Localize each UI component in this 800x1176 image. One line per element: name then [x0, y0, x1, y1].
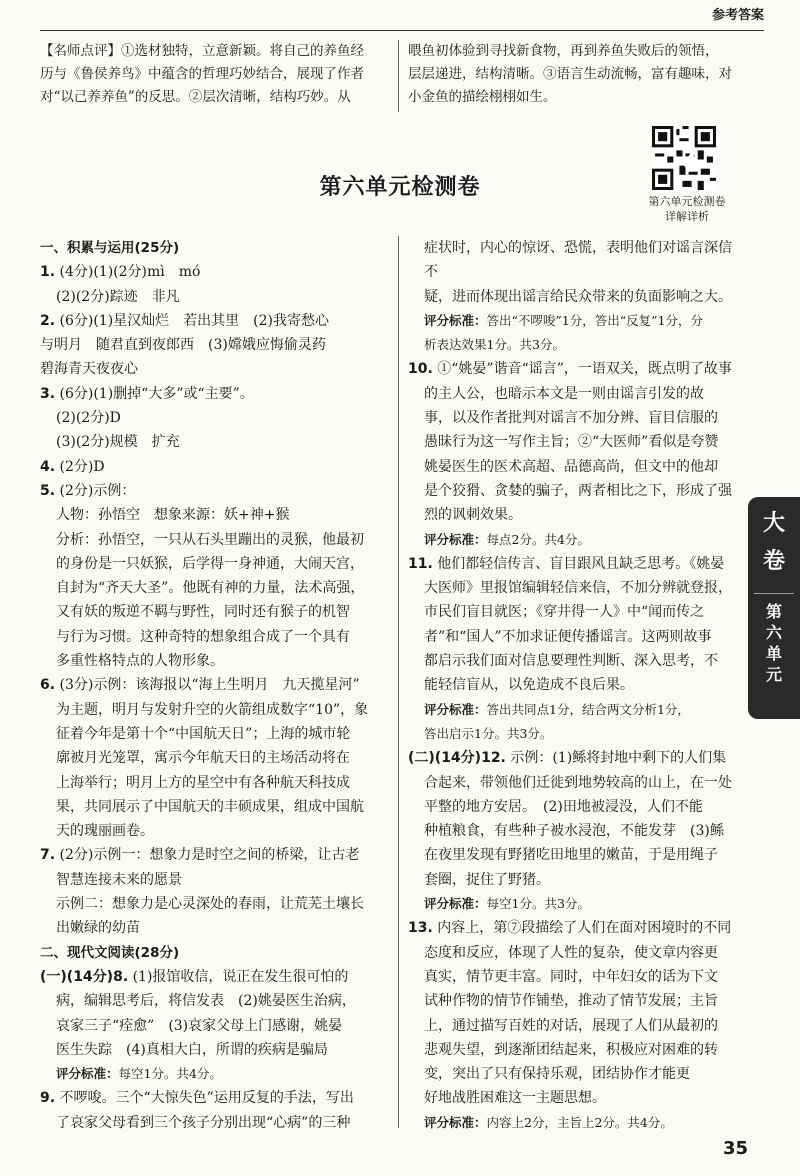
answer-line — [40, 819, 390, 843]
line-text: 每点2分。共4分。 — [486, 531, 590, 547]
top-right-line: 小金鱼的描绘栩栩如生。 — [408, 89, 557, 105]
question-number: 3. — [40, 385, 56, 402]
line-text: 烈的讽刺效果。 — [424, 507, 522, 524]
line-text: 碧海青天夜夜心 — [40, 361, 138, 378]
answer-line — [40, 916, 390, 940]
line-text: ①“姚晏”谐音“谣言”，一语双关，既点明了故事 — [432, 361, 732, 378]
line-text: 哀家三子“痊愈” (3)哀家父母上门感谢，姚晏 — [56, 1017, 343, 1034]
line-text: 试种作物的情节作铺垫，推动了情节发展；主旨 — [424, 993, 718, 1010]
question-number: 2. — [40, 312, 56, 329]
grading-label: 评分标准： — [424, 701, 487, 717]
line-text: 每空1分。共3分。 — [486, 896, 590, 912]
answer-line — [40, 479, 390, 503]
answer-line — [408, 965, 744, 989]
line-text: 上海举行；明月上方的星空中有各种航天科技成 — [56, 774, 350, 791]
side-tab-char: 元 — [765, 665, 782, 684]
line-text: (2)(2分)D — [56, 410, 121, 427]
answer-line — [40, 746, 390, 770]
answer-line — [408, 892, 744, 916]
answer-line — [40, 357, 390, 381]
answer-line — [408, 1014, 744, 1038]
answer-line — [40, 843, 390, 867]
line-text: 悲观失望，到逐渐团结起来，积极应对困难的转 — [424, 1041, 718, 1058]
answer-line — [40, 795, 390, 819]
line-text: 多重性格特点的人物形象。 — [56, 653, 224, 670]
answer-line — [408, 503, 744, 527]
answer-line — [408, 479, 744, 503]
line-text: 种植粮食，有些种子被水浸泡，不能发芽 (3)鲧 — [424, 823, 724, 840]
answer-line — [408, 1062, 744, 1086]
answer-line — [40, 455, 390, 479]
answer-line — [40, 1014, 390, 1038]
grading-label: 评分标准： — [424, 896, 487, 912]
answer-line — [408, 771, 744, 795]
line-text: 人物：孙悟空 想象来源：妖+神+猴 — [56, 507, 290, 524]
line-text: 与明月 随君直到夜郎西 (3)嫦娥应悔偷灵药 — [40, 337, 326, 354]
line-text: 每空1分。共4分。 — [118, 1066, 222, 1082]
answer-line — [408, 576, 744, 600]
line-text: 姚晏医生的医术高超、品德高尚，但文中的他却 — [424, 458, 718, 475]
line-text: 廓被月光笼罩，寓示今年航天日的主场活动将在 — [56, 750, 350, 767]
left-column — [40, 236, 390, 1135]
answer-line — [408, 989, 744, 1013]
answer-line — [40, 989, 390, 1013]
answer-line — [40, 309, 390, 333]
line-text: 事，以及作者批判对谣言不加分辨、盲目信服的 — [424, 410, 718, 427]
answer-line — [40, 528, 390, 552]
question-number: 7. — [40, 847, 56, 864]
line-text: 示例二：想象力是心灵深处的春雨，让荒芜土壤长 — [56, 896, 364, 913]
top-column-divider — [398, 40, 399, 112]
answer-line — [40, 1062, 390, 1086]
line-text: 合起来，带领他们迁徙到地势较高的山上，在一处 — [424, 774, 732, 791]
line-text: 愚昧行为这一写作主旨；②“大医师”看似是夸赞 — [424, 434, 719, 451]
answer-line — [40, 285, 390, 309]
answer-line — [40, 649, 390, 673]
answer-line — [408, 916, 744, 940]
side-tab-char: 大 — [762, 511, 785, 536]
answer-line — [40, 576, 390, 600]
top-left-text — [40, 40, 388, 109]
line-text: 答出“不啰唆”1分，答出“反复”1分，分 — [486, 312, 703, 328]
qr-caption-line: 详解详析 — [665, 210, 709, 223]
question-number: 5. — [40, 482, 56, 499]
answer-line — [40, 552, 390, 576]
answer-line — [40, 892, 390, 916]
answer-line — [408, 698, 744, 722]
answer-line — [408, 455, 744, 479]
line-text: 能轻信盲从，以免造成不良后果。 — [424, 677, 634, 694]
top-right-text — [408, 40, 758, 109]
line-text: (2)(2分)踪迹 非凡 — [56, 288, 180, 305]
line-text: 了哀家父母看到三个孩子分别出现“心病”的三种 — [56, 1114, 351, 1131]
line-text: 征着今年是第十个“中国航天日”；上海的城市轮 — [56, 725, 351, 742]
question-number: 13. — [408, 920, 433, 937]
side-tab-bottom — [756, 601, 792, 685]
answer-line — [40, 406, 390, 430]
line-text: 平整的地方安居。 (2)田地被浸没，人们不能 — [424, 798, 703, 815]
answer-line — [40, 260, 390, 284]
question-number: (一)(14分)8. — [40, 968, 129, 985]
answer-line — [408, 430, 744, 454]
line-text: 为主题，明月与发射升空的火箭组成数字“10”，象 — [56, 701, 369, 718]
answer-line — [40, 1038, 390, 1062]
line-text: 都启示我们面对信息要理性判断、深入思考，不 — [424, 653, 718, 670]
question-number: 9. — [40, 1090, 56, 1107]
answer-line — [40, 868, 390, 892]
answer-line — [40, 965, 390, 989]
answer-line — [408, 528, 744, 552]
line-text: 分析：孙悟空，一只从石头里蹦出的灵猴，他最初 — [56, 531, 364, 548]
line-text: 是个狡猾、贪婪的骗子，两者相比之下，形成了强 — [424, 482, 732, 499]
answer-line — [40, 722, 390, 746]
line-text: 医生失踪 (4)真相大白，所谓的疾病是骗局 — [56, 1041, 328, 1058]
answer-line — [40, 600, 390, 624]
line-text: 一、积累与运用(25分) — [40, 240, 180, 256]
answer-line — [408, 941, 744, 965]
line-text: (3分)示例：该海报以“海上生明月 九天揽星河” — [55, 677, 360, 694]
line-text: 在夜里发现有野猪吃田地里的嫩苗，于是用绳子 — [424, 847, 718, 864]
line-text: (1)报馆收信，说正在发生很可怕的 — [128, 968, 349, 985]
page-number: 35 — [722, 1138, 748, 1159]
line-text: 者”和“国人”不加求证便传播谣言。这两则故事 — [424, 628, 712, 645]
answer-line — [40, 236, 390, 260]
line-text: (6分)(1)删掉“大多”或“主要”。 — [55, 385, 254, 402]
line-text: 析表达效果1分。共3分。 — [424, 337, 565, 353]
line-text: 的主人公，也暗示本文是一则由谣言引发的故 — [424, 385, 704, 402]
side-tab-char: 六 — [765, 623, 782, 642]
answer-line — [408, 1038, 744, 1062]
answer-line — [40, 382, 390, 406]
page-title: 第六单元检测卷 — [319, 175, 481, 200]
line-text: 大医师》里报馆编辑轻信来信，不加分辨就登报， — [424, 580, 732, 597]
line-text: 态度和反应，体现了人性的复杂，使文章内容更 — [424, 944, 718, 961]
line-text: (3)(2分)规模 扩充 — [56, 434, 180, 451]
line-text: 不啰唆。三个“大惊失色”运用反复的手法，写出 — [55, 1090, 354, 1107]
line-text: 的身份是一只妖猴，后学得一身神通，大闹天宫， — [56, 555, 364, 572]
answer-line — [408, 382, 744, 406]
top-left-line: 对“以己养养鱼”的反思。②层次清晰，结构巧妙。从 — [40, 89, 351, 105]
answer-line — [408, 673, 744, 697]
answer-line — [408, 625, 744, 649]
answer-line — [408, 285, 744, 309]
answer-line — [408, 406, 744, 430]
line-text: 病，编辑思考后，将信发表 (2)姚晏医生治病， — [56, 993, 356, 1010]
answer-line — [408, 357, 744, 381]
answer-line — [40, 430, 390, 454]
line-text: 答出共同点1分，结合两文分析1分， — [486, 701, 690, 717]
grading-label: 评分标准： — [424, 531, 487, 547]
line-text: 示例：(1)鲧将封地中剩下的人们集 — [505, 750, 727, 767]
unit-side-tab — [748, 497, 800, 719]
answer-line — [408, 309, 744, 333]
line-text: 内容上，第⑦段描绘了人们在面对困境时的不同 — [432, 920, 732, 937]
top-left-line: 历与《鲁侯养鸟》中蕴含的哲理巧妙结合，展现了作者 — [40, 66, 364, 82]
line-text: (2分)示例： — [55, 482, 136, 499]
answer-line — [408, 1111, 744, 1135]
header-label: 参考答案 — [711, 8, 764, 23]
line-text: (2分)示例一：想象力是时空之间的桥梁，让古老 — [55, 847, 360, 864]
answer-line — [408, 236, 744, 285]
column-divider — [398, 236, 399, 1128]
line-text: 真实，情节更丰富。同时，中年妇女的话为下文 — [424, 968, 718, 985]
line-text: 好地战胜困难这一主题思想。 — [424, 1090, 606, 1107]
question-number: 11. — [408, 555, 433, 572]
question-number: 10. — [408, 361, 433, 378]
right-column — [408, 236, 744, 1135]
question-number: (二)(14分)12. — [408, 750, 506, 767]
line-text: 疑，进而体现出谣言给民众带来的负面影响之大。 — [424, 288, 732, 305]
side-tab-top — [754, 505, 794, 594]
line-text: 自封为“齐天大圣”。他既有神的力量，法术高强， — [56, 580, 365, 597]
line-text: 症状时，内心的惊讶、恐慌，表明他们对谣言深信不 — [424, 240, 732, 281]
side-tab-char: 卷 — [762, 549, 785, 574]
line-text: (2分)D — [55, 458, 105, 475]
qr-caption-line: 第六单元检测卷 — [648, 195, 726, 208]
line-text: (4分)(1)(2分)mì mó — [55, 264, 201, 281]
line-text: 他们都轻信传言、盲目跟风且缺乏思考。《姚晏 — [432, 555, 725, 572]
line-text: 又有妖的叛逆不羁与野性，同时还有猴子的机智 — [56, 604, 350, 621]
answer-line — [40, 698, 390, 722]
line-text: 内容上2分，主旨上2分。共4分。 — [486, 1114, 673, 1130]
line-text: 出嫩绿的幼苗 — [56, 920, 140, 937]
line-text: 变，突出了只有保持乐观，团结协作才能更 — [424, 1066, 690, 1083]
grading-label: 评分标准： — [424, 312, 487, 328]
line-text: 与行为习惯。这种奇特的想象组合成了一个具有 — [56, 628, 350, 645]
line-text: (6分)(1)星汉灿烂 若出其里 (2)我寄愁心 — [55, 312, 330, 329]
top-right-line: 喂鱼初体验到寻找新食物，再到养鱼失败后的领悟， — [408, 43, 719, 59]
line-text: 套圈，捉住了野猪。 — [424, 871, 550, 888]
answer-line — [40, 1111, 390, 1135]
answer-line — [408, 552, 744, 576]
answer-line — [408, 819, 744, 843]
answer-line — [408, 649, 744, 673]
answer-line — [408, 333, 744, 357]
line-text: 二、现代文阅读(28分) — [40, 944, 180, 961]
top-right-line: 层层递进，结构清晰。③语言生动流畅，富有趣味，对 — [408, 66, 732, 82]
grading-label: 评分标准： — [56, 1066, 119, 1082]
top-left-line: 【名师点评】①选材独特，立意新颖。将自己的养鱼经 — [40, 43, 364, 59]
qr-caption — [632, 194, 742, 224]
line-text: 天的瑰丽画卷。 — [56, 823, 154, 840]
line-text: 智慧连接未来的愿景 — [56, 871, 182, 888]
side-tab-char: 单 — [765, 644, 782, 663]
line-text: 市民们盲目就医；《穿井得一人》中“闻而传之 — [424, 604, 705, 621]
answer-line — [40, 503, 390, 527]
answer-line — [408, 746, 744, 770]
answer-line — [408, 868, 744, 892]
line-text: 答出启示1分。共3分。 — [424, 725, 553, 741]
answer-line — [408, 600, 744, 624]
answer-line — [408, 1086, 744, 1110]
answer-line — [408, 843, 744, 867]
answer-line — [40, 1086, 390, 1110]
line-text: 上，通过描写百姓的对话，展现了人们从最初的 — [424, 1017, 718, 1034]
answer-line — [40, 333, 390, 357]
question-number: 4. — [40, 458, 56, 475]
qr-code-icon[interactable] — [652, 126, 716, 190]
answer-line — [40, 673, 390, 697]
answer-line — [40, 771, 390, 795]
question-number: 1. — [40, 264, 56, 281]
answer-line — [408, 722, 744, 746]
grading-label: 评分标准： — [424, 1114, 487, 1130]
question-number: 6. — [40, 677, 56, 694]
answer-line — [40, 625, 390, 649]
side-tab-char: 第 — [765, 602, 782, 621]
answer-line — [40, 941, 390, 965]
header-rule — [40, 30, 764, 31]
answer-line — [408, 795, 744, 819]
line-text: 果，共同展示了中国航天的丰硕成果，组成中国航 — [56, 798, 364, 815]
